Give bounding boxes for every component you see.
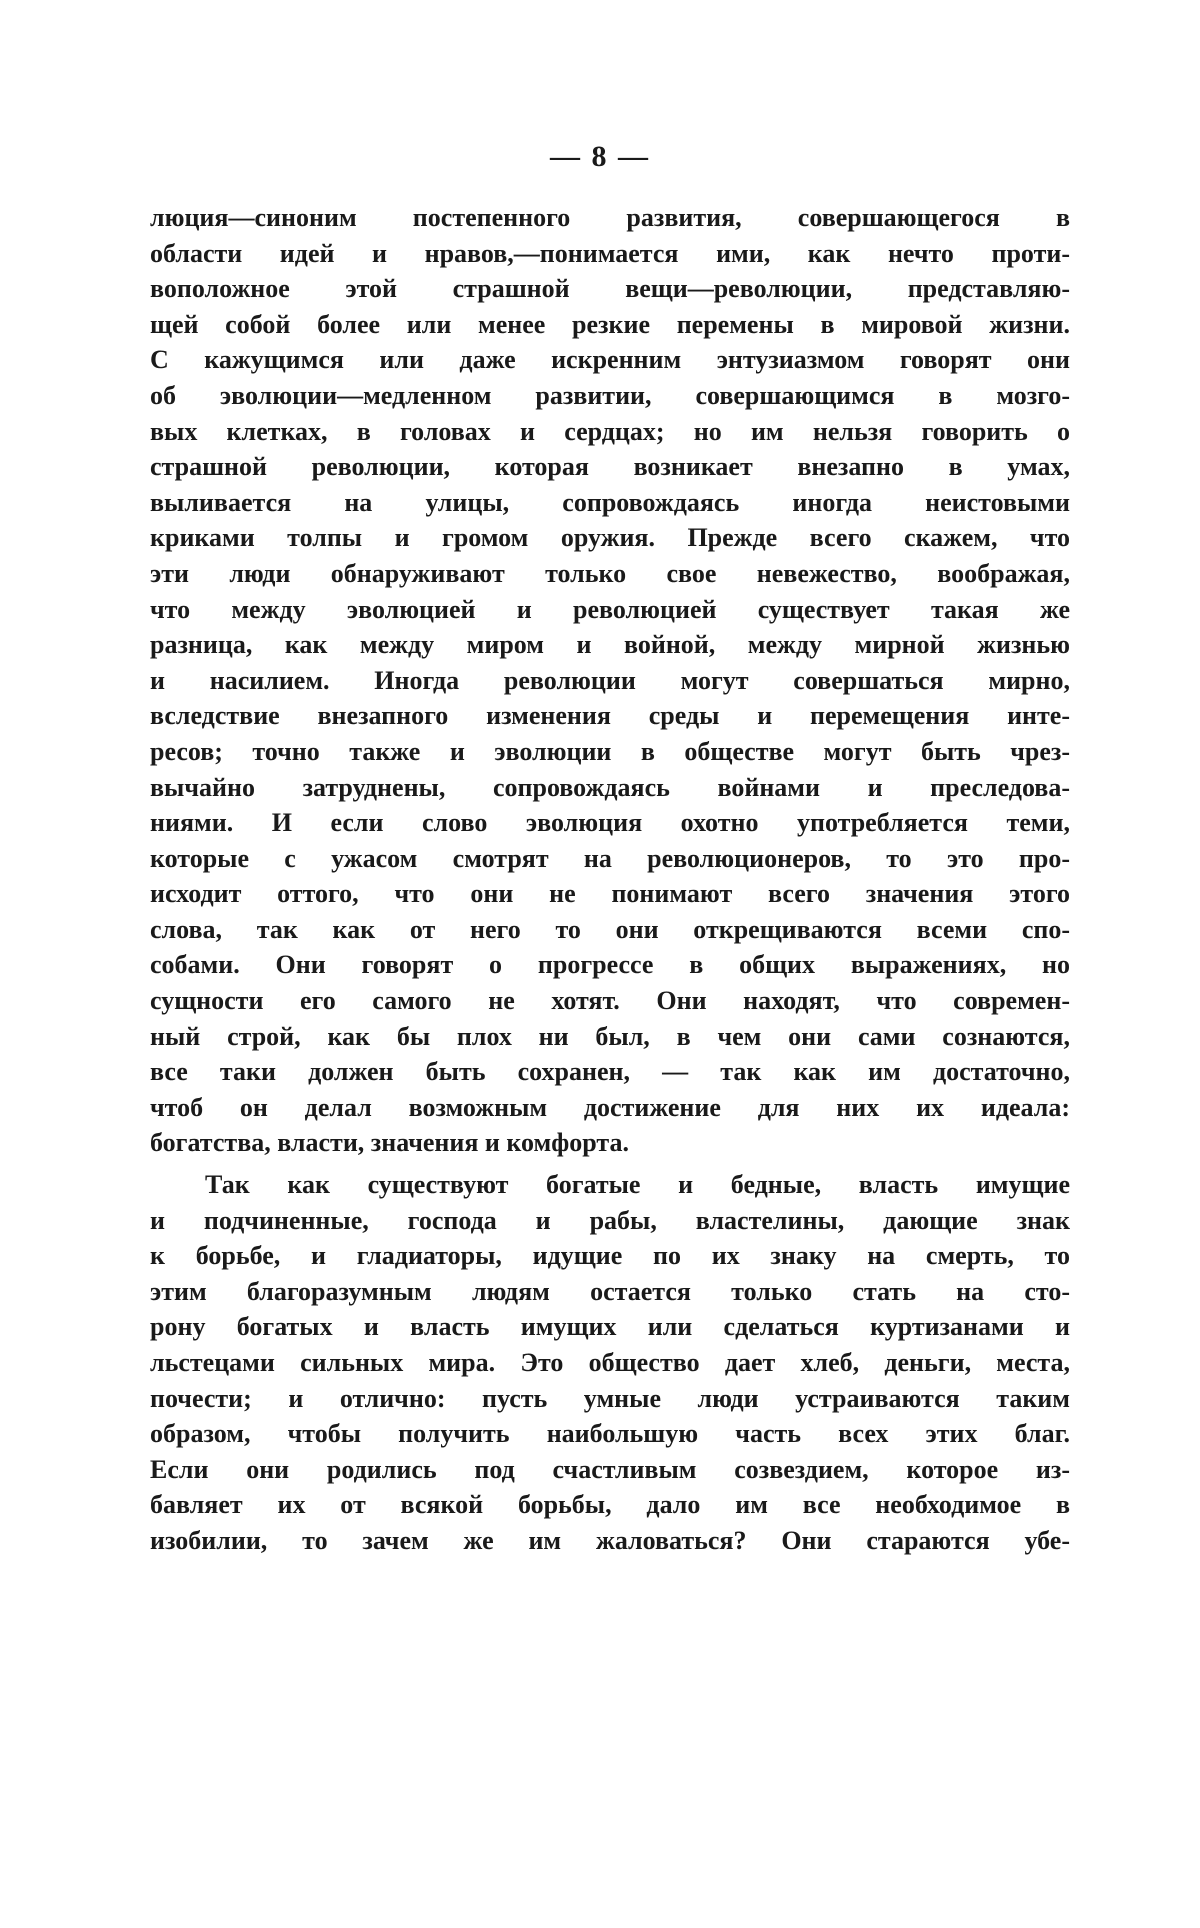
- text-line: и подчиненные, господа и рабы, властелины, дающие знак: [150, 1205, 1070, 1235]
- body-text: [150, 200, 1070, 1559]
- text-line: богатства, власти, значения и комфорта.: [150, 1128, 629, 1158]
- text-line: об эволюции—медленном развитии, совершающимся в мозго-: [150, 380, 1070, 410]
- paragraph-2: [150, 1167, 1070, 1559]
- text-line: исходит оттого, что они не понимают всего значения этого: [150, 879, 1070, 909]
- text-line: изобилии, то зачем же им жаловаться? Они стараются убе-: [150, 1525, 1070, 1555]
- text-line: щей собой более или менее резкие перемены в мировой жизни.: [150, 309, 1070, 339]
- text-line: бавляет их от всякой борьбы, дало им все необходимое в: [150, 1490, 1070, 1520]
- text-line: ный строй, как бы плох ни был, в чем они сами сознаются,: [150, 1021, 1070, 1051]
- text-line: Так как существуют богатые и бедные, власть имущие: [205, 1170, 1070, 1200]
- text-line: все таки должен быть сохранен, — так как им достаточно,: [150, 1057, 1070, 1087]
- text-line: Если они родились под счастливым созвездием, которое из-: [150, 1454, 1070, 1484]
- text-line: чтоб он делал возможным достижение для них их идеала:: [150, 1092, 1070, 1122]
- text-line: воположное этой страшной вещи—революции, представляю-: [150, 274, 1070, 304]
- text-line: к борьбе, и гладиаторы, идущие по их знаку на смерть, то: [150, 1241, 1070, 1271]
- page-number: — 8 —: [550, 140, 650, 173]
- text-line: которые с ужасом смотрят на революционеров, то это про-: [150, 843, 1070, 873]
- text-line: почести; и отлично: пусть умные люди устраиваются таким: [150, 1383, 1070, 1413]
- text-line: и насилием. Иногда революции могут совершаться мирно,: [150, 665, 1070, 695]
- text-line: люция—синоним постепенного развития, совершающегося в: [150, 203, 1070, 232]
- text-line: рону богатых и власть имущих или сделаться куртизанами и: [150, 1312, 1070, 1342]
- text-line: криками толпы и громом оружия. Прежде всего скажем, что: [150, 523, 1070, 553]
- text-line: слова, так как от него то они открещиваются всеми спо-: [150, 914, 1070, 944]
- text-line: эти люди обнаруживают только свое невежество, воображая,: [150, 558, 1070, 588]
- text-line: сущности его самого не хотят. Они находят, что современ-: [150, 986, 1070, 1016]
- text-line: образом, чтобы получить наибольшую часть всех этих благ.: [150, 1419, 1070, 1449]
- paragraph-1: [150, 200, 1070, 1161]
- text-line: вычайно затруднены, сопровождаясь войнами и преследова-: [150, 772, 1070, 802]
- text-line: что между эволюцией и революцией существует такая же: [150, 594, 1070, 624]
- text-line: этим благоразумным людям остается только стать на сто-: [150, 1276, 1070, 1306]
- text-line: ресов; точно также и эволюции в обществе могут быть чрез-: [150, 736, 1070, 766]
- text-line: собами. Они говорят о прогрессе в общих выражениях, но: [150, 950, 1070, 980]
- text-line: области идей и нравов,—понимается ими, как нечто проти-: [150, 238, 1070, 268]
- text-line: разница, как между миром и войной, между мирной жизнью: [150, 630, 1070, 660]
- text-line: выливается на улицы, сопровождаясь иногда неистовыми: [150, 487, 1070, 517]
- text-line: страшной революции, которая возникает внезапно в умах,: [150, 452, 1070, 482]
- text-line: ниями. И если слово эволюция охотно употребляется теми,: [150, 808, 1070, 838]
- text-line: льстецами сильных мира. Это общество дает хлеб, деньги, места,: [150, 1348, 1070, 1377]
- text-line: вследствие внезапного изменения среды и перемещения инте-: [150, 701, 1070, 731]
- text-line: вых клетках, в головах и сердцах; но им нельзя говорить о: [150, 416, 1070, 446]
- text-line: С кажущимся или даже искренним энтузиазмом говорят они: [150, 345, 1070, 375]
